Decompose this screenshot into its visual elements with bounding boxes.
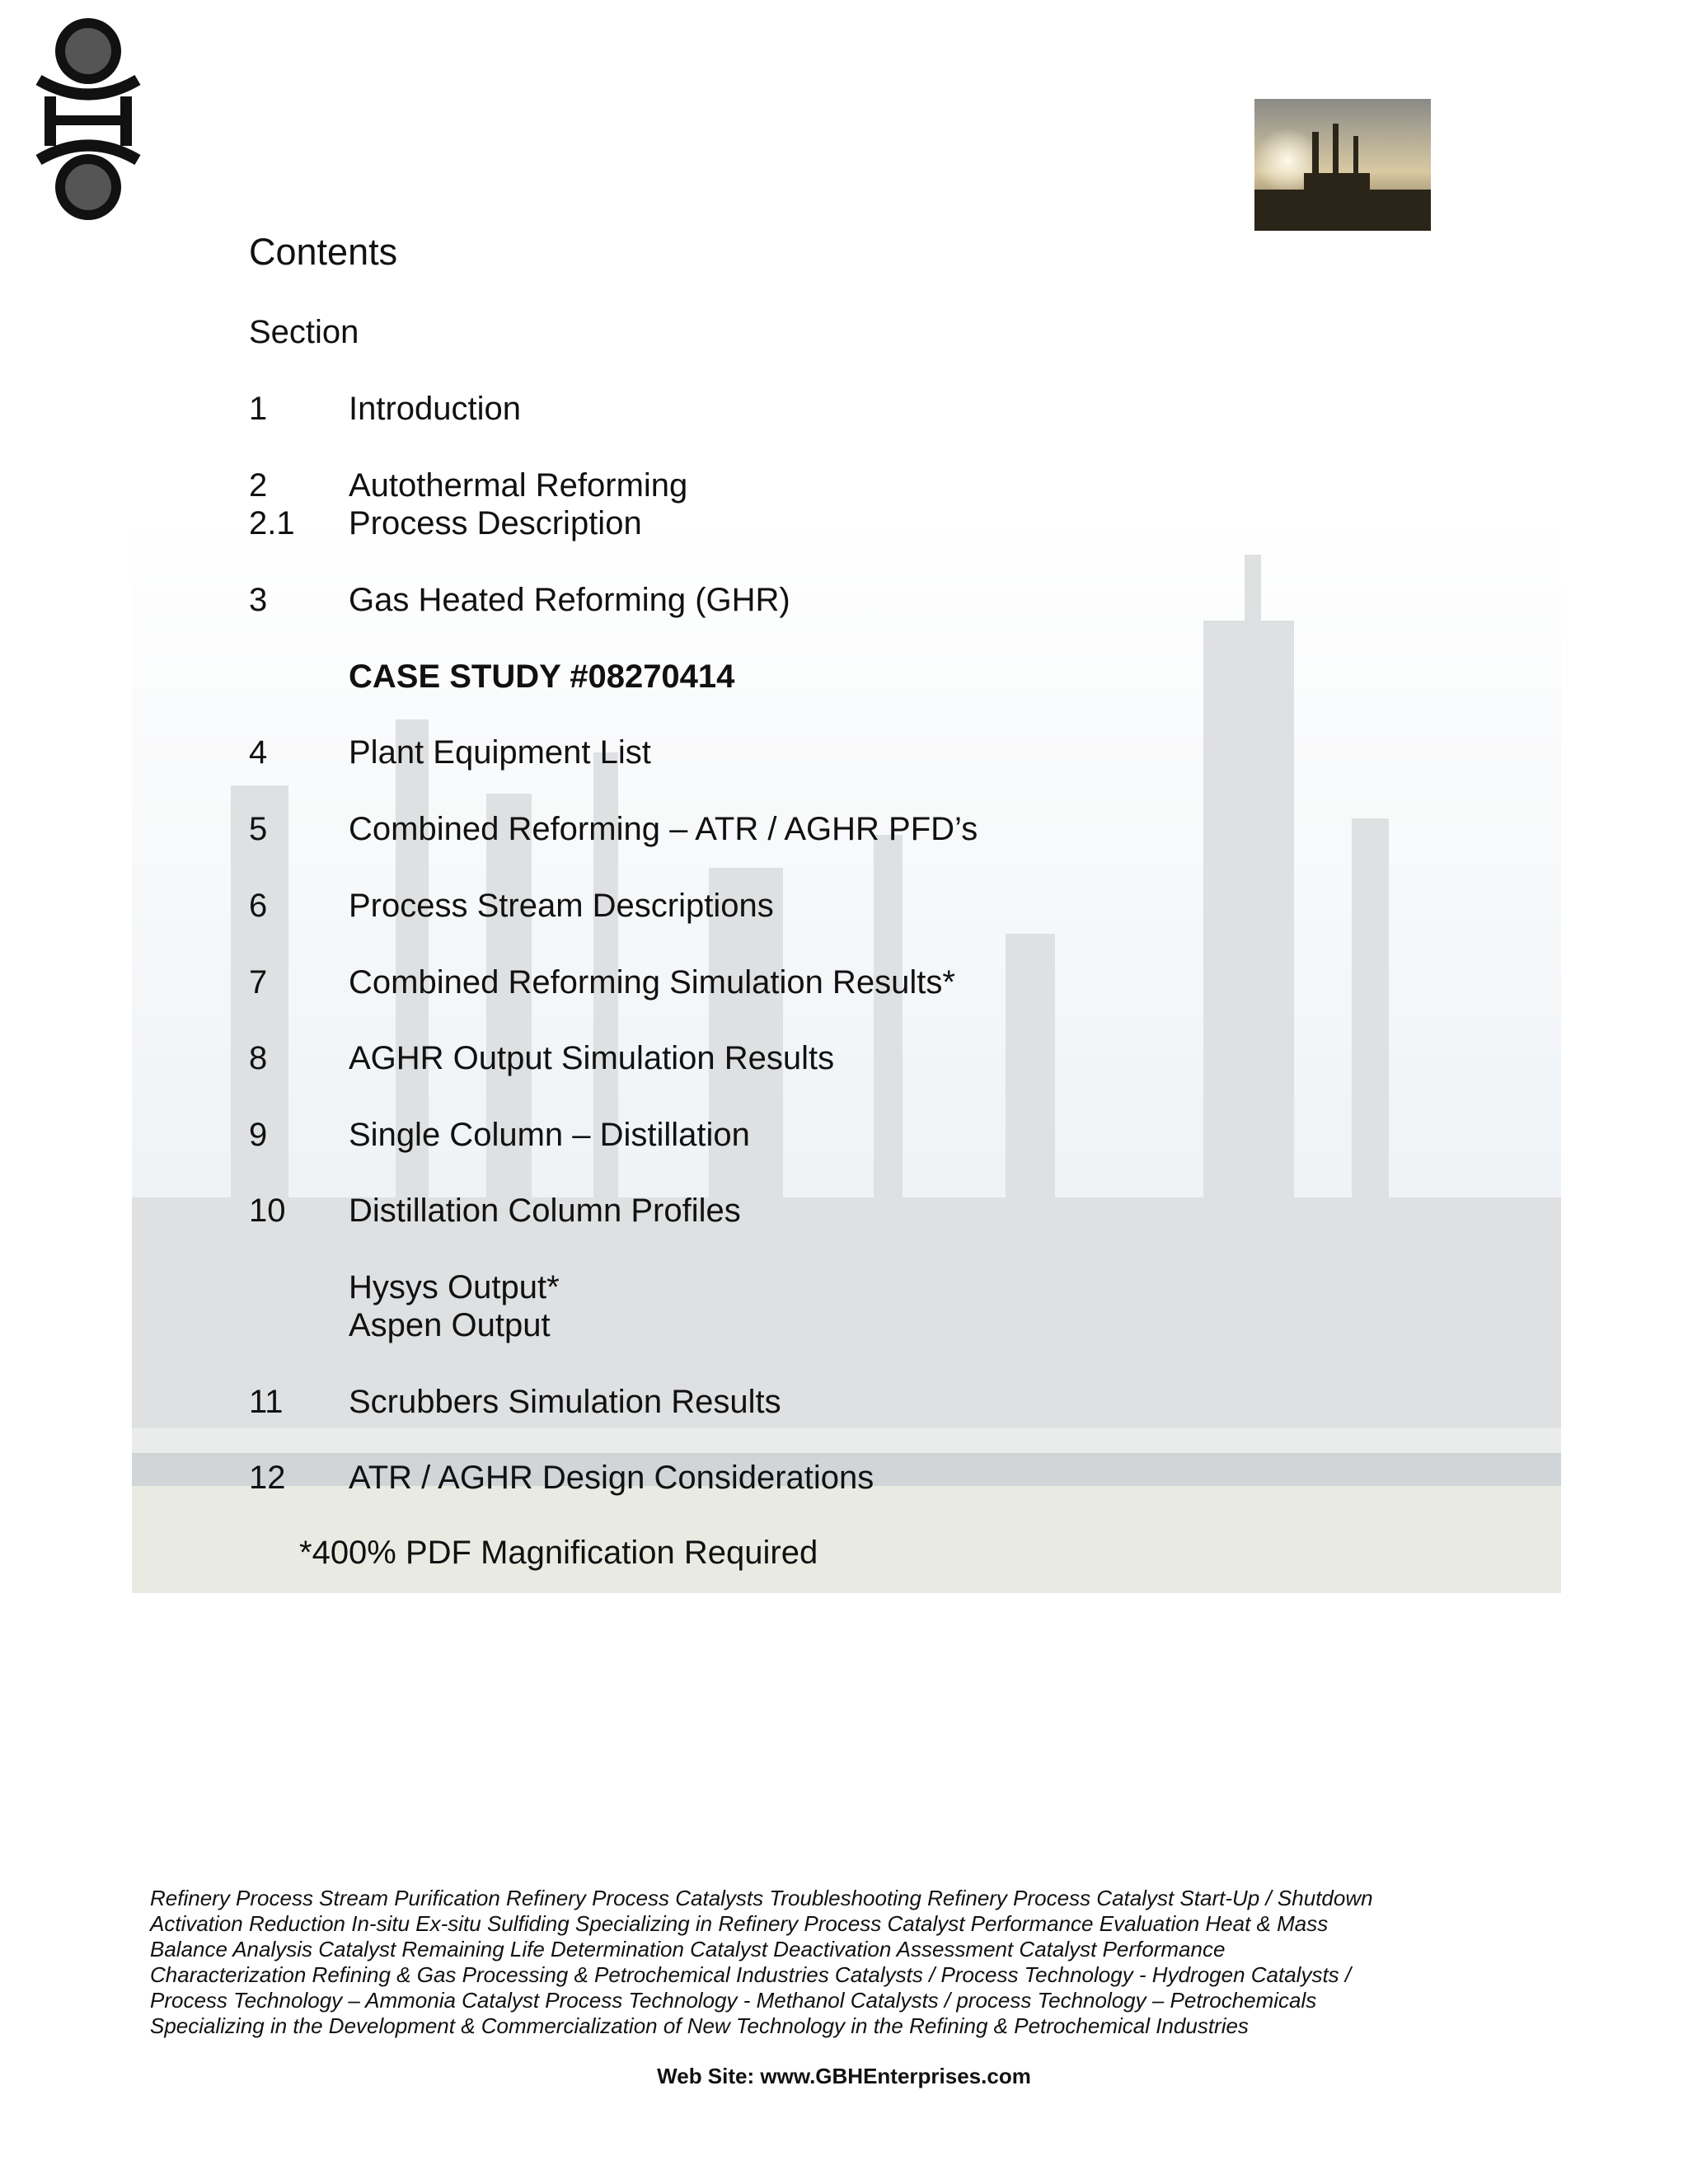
toc-number: 6 bbox=[249, 888, 268, 924]
toc-label: Autothermal Reforming bbox=[349, 467, 688, 504]
toc-label: Aspen Output bbox=[349, 1307, 551, 1343]
section-header: Section bbox=[249, 314, 359, 350]
toc-number: 7 bbox=[249, 964, 268, 1001]
toc-number: 2 bbox=[249, 467, 268, 504]
refinery-photo bbox=[1254, 99, 1431, 231]
toc-label: ATR / AGHR Design Considerations bbox=[349, 1460, 874, 1496]
toc-number: 8 bbox=[249, 1040, 268, 1076]
company-logo bbox=[35, 18, 142, 220]
toc-number: 9 bbox=[249, 1117, 268, 1153]
toc-label: Process Description bbox=[349, 505, 642, 541]
page-title: Contents bbox=[249, 231, 398, 273]
toc-number: 1 bbox=[249, 391, 268, 427]
toc-number: 10 bbox=[249, 1193, 286, 1229]
toc-number: 5 bbox=[249, 811, 268, 847]
toc-number: 12 bbox=[249, 1460, 286, 1496]
refinery-background-image bbox=[132, 522, 1561, 1593]
magnification-note: *400% PDF Magnification Required bbox=[299, 1535, 818, 1571]
toc-number: 3 bbox=[249, 582, 268, 618]
toc-label: AGHR Output Simulation Results bbox=[349, 1040, 835, 1076]
toc-label: Combined Reforming – ATR / AGHR PFD’s bbox=[349, 811, 978, 847]
website-link[interactable]: Web Site: www.GBHEnterprises.com bbox=[657, 2064, 1031, 2088]
toc-number: 4 bbox=[249, 734, 268, 771]
toc-number: 2.1 bbox=[249, 505, 295, 541]
toc-label: Distillation Column Profiles bbox=[349, 1193, 741, 1229]
toc-label: Scrubbers Simulation Results bbox=[349, 1384, 781, 1420]
toc-number: 11 bbox=[249, 1384, 284, 1420]
toc-label: Plant Equipment List bbox=[349, 734, 651, 771]
toc-label: Gas Heated Reforming (GHR) bbox=[349, 582, 790, 618]
toc-label: CASE STUDY #08270414 bbox=[349, 658, 735, 695]
toc-label: Single Column – Distillation bbox=[349, 1117, 750, 1153]
toc-label: Introduction bbox=[349, 391, 522, 427]
toc-label: Process Stream Descriptions bbox=[349, 888, 774, 924]
toc-label: Combined Reforming Simulation Results* bbox=[349, 964, 955, 1001]
toc-label: Hysys Output* bbox=[349, 1269, 560, 1305]
footer-description: Refinery Process Stream Purification Refinery Process Catalysts Troubleshooting Refinery Process Catalyst Start-Up / Shutdown Activation Reduction In-situ Ex-situ Sulfiding Specializing in Refinery Process Catalyst Performance Evaluation Heat & Mass Balance Analysis Catalyst Remaining Life Determination Catalyst Deactivation Assessment Catalyst Performance Characterization Refining & Gas Processing & Petrochemical Industries Catalysts / Process Technology - Hydrogen Catalysts / Process Technology – Ammonia Catalyst Process Technology - Methanol Catalysts / process Technology – Petrochemicals Specializing in the Development & Commercialization of New Technology in the Refining & Petrochemical Industries bbox=[150, 1886, 1373, 2038]
